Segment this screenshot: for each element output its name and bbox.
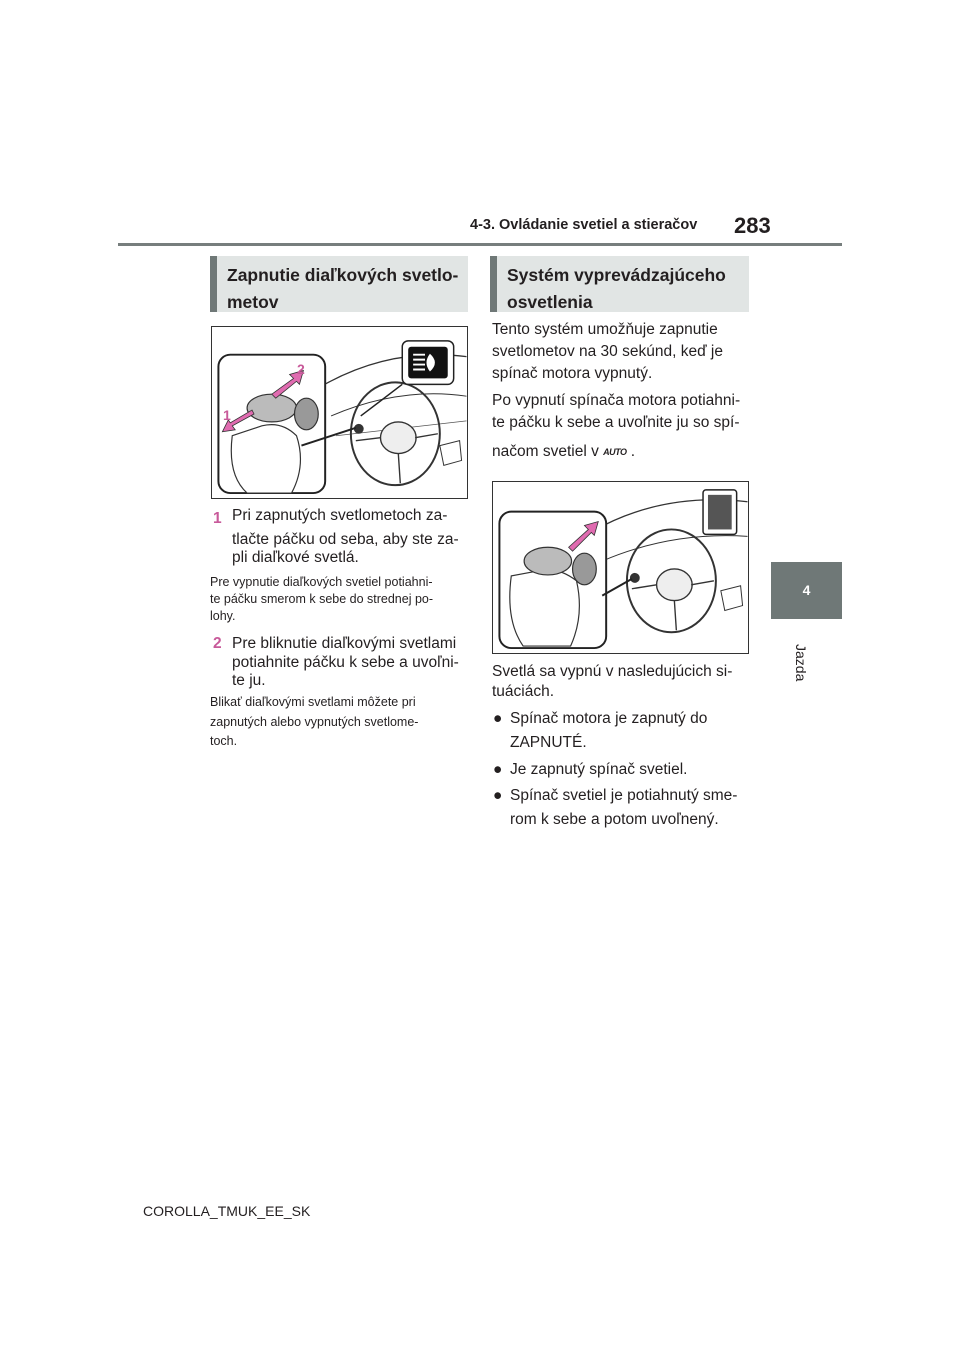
step1-line2: tlačte páčku od seba, aby ste za- [232,531,459,548]
note1-line2: te páčku smerom k sebe do strednej po- [210,592,434,606]
figure-high-beam-lever [211,326,468,499]
para2-line1: Po vypnutí spínača motora potiahni- [492,392,741,409]
para1-line3: spínač motora vypnutý. [492,365,653,382]
para2-line2: te páčku k sebe a uvoľnite ju so spí- [492,414,740,431]
heading-follow-me-home-text: Systém vyprevádzajúceho osvetlenia [507,265,726,312]
bullet-3-line1: Spínač svetiel je potiahnutý sme- [510,787,738,804]
auto-icon: AUTO [603,447,627,457]
step1-number: 1 [213,510,222,527]
note2-line1: Blikať diaľkovými svetlami môžete pri [210,695,416,709]
document-code: COROLLA_TMUK_EE_SK [143,1203,311,1219]
callout-1: 1 [223,407,231,423]
bullet-dot: ● [493,761,503,778]
bullet-2-line1: Je zapnutý spínač svetiel. [510,761,688,778]
page-number: 283 [734,213,771,238]
note1-line3: lohy. [210,609,236,623]
chapter-label: Jazda [793,644,809,682]
step2-number: 2 [213,635,222,652]
bullet-3-line2: rom k sebe a potom uvoľnený. [510,811,719,828]
section-title: 4-3. Ovládanie svetiel a stieračov [470,217,698,233]
step2-line1: Pre bliknutie diaľkovými svetlami [232,635,457,652]
lever-pull-illustration [493,482,748,653]
step2-line2: potiahnite páčku k sebe a uvoľni- [232,654,459,671]
para2-line3: načom svetiel v AUTO . [492,443,636,460]
bullet-1-line1: Spínač motora je zapnutý do [510,710,708,727]
note1-line1: Pre vypnutie diaľkových svetiel potiahni- [210,575,433,589]
heading-high-beam-text: Zapnutie diaľkových svetlo-metov [227,265,459,312]
bullet-3 [493,784,737,832]
header-divider [118,243,842,246]
heading-follow-me-home [490,256,749,312]
figure-follow-me-home-lever [492,481,749,654]
callout-2: 2 [297,361,305,377]
step1-line3: pli diaľkové svetlá. [232,549,359,566]
chapter-tab: 4 [771,562,842,619]
step2-line3: te ju. [232,672,266,689]
bullet-1-line2: ZAPNUTÉ. [510,734,587,751]
step1-line1: Pri zapnutých svetlometoch za- [232,507,448,524]
para1-line2: svetlometov na 30 sekúnd, keď je [492,343,723,360]
lever-illustration [212,327,467,498]
bullet-dot: ● [493,710,503,727]
para3-line1: Svetlá sa vypnú v nasledujúcich si- [492,663,733,680]
note2-line3: toch. [210,734,238,748]
heading-high-beam [210,256,468,312]
bullet-dot: ● [493,787,503,804]
bullet-1 [493,707,707,755]
para1-line1: Tento systém umožňuje zapnutie [492,321,718,338]
para3-line2: tuáciách. [492,683,555,700]
bullet-2 [493,758,688,782]
note2-line2: zapnutých alebo vypnutých svetlome- [210,715,419,729]
